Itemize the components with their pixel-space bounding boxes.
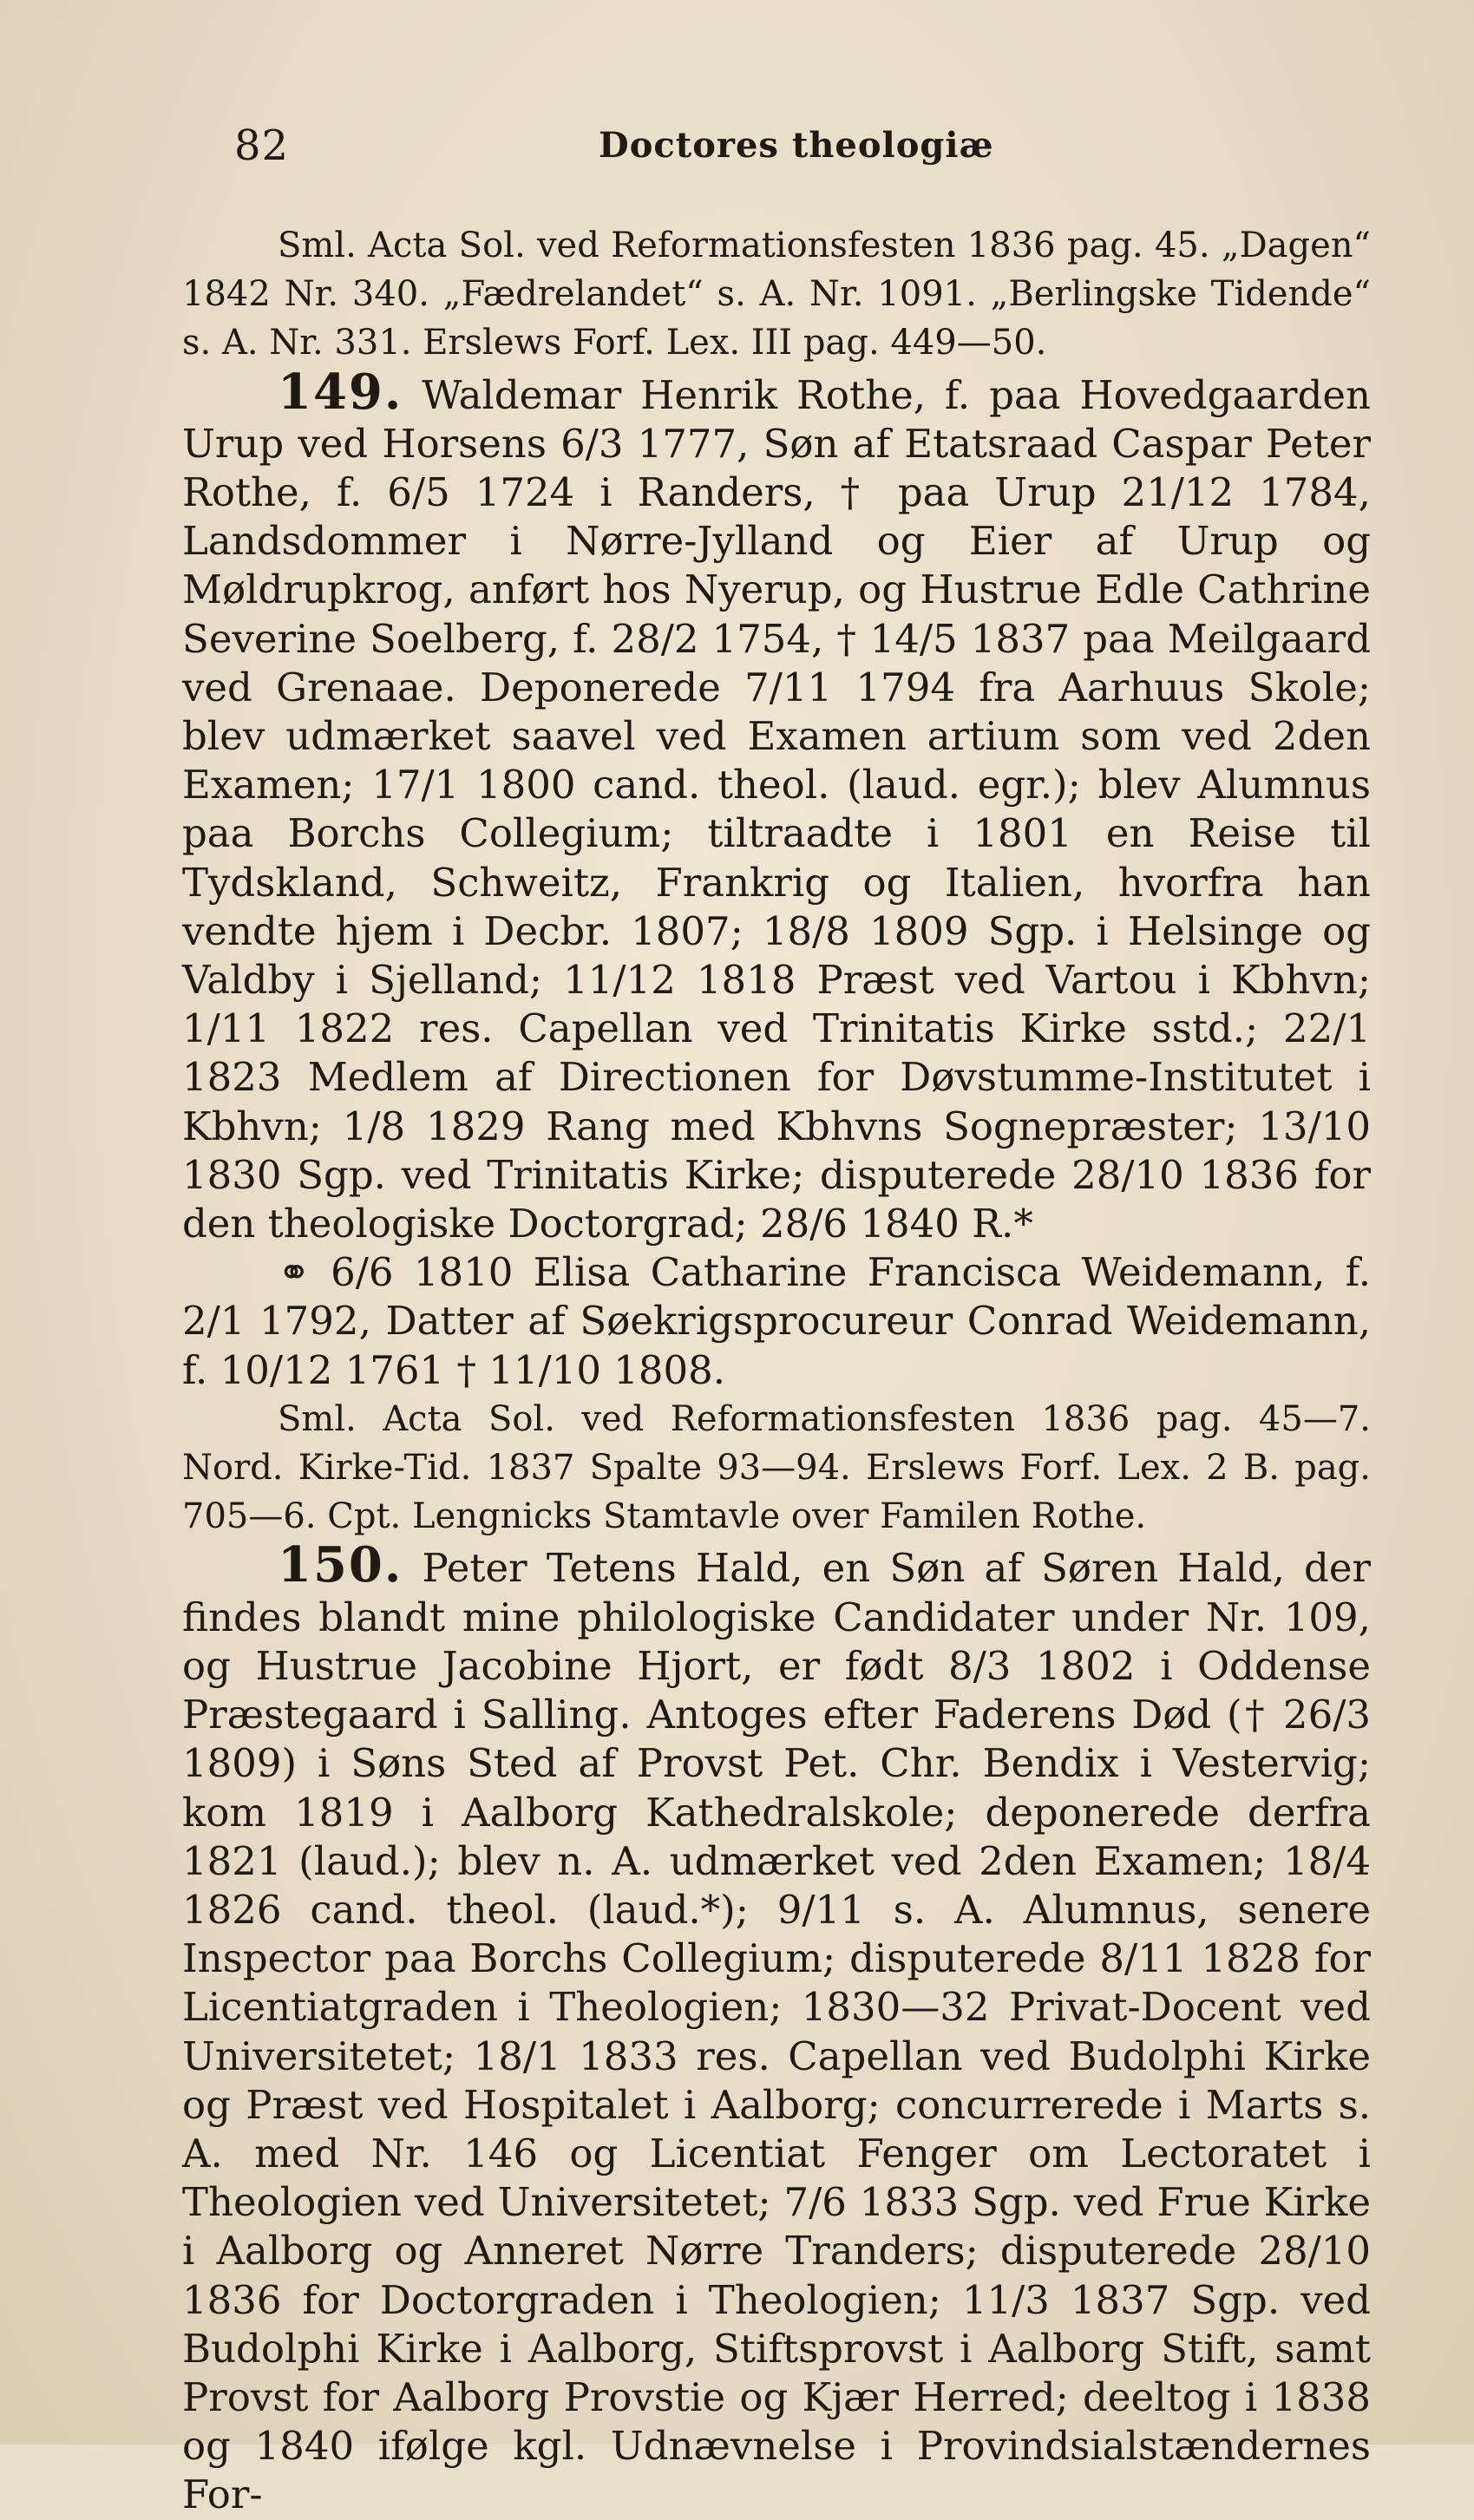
previous-entry-references: Sml. Acta Sol. ved Reformationsfesten 1836 pag. 45. „Dagen“ 1842 Nr. 340. „Fædrelandet“ s. A. Nr. 1091. „Berlingske Tidende“ s. A. Nr. 331. Erslews Forf. Lex. III pag. 449—50. [182, 226, 1371, 363]
body-text [182, 221, 1371, 2520]
page-number: 82 [234, 121, 290, 170]
entry-149-text: Waldemar Henrik Rothe, f. paa Hovedgaarden Urup ved Horsens 6/3 1777, Søn af Etatsraad Caspar Peter Rothe, f. 6/5 1724 i Randers, † paa Urup 21/12 1784, Landsdommer i Nørre-Jylland og Eier af Urup og Møldrupkrog, anført hos Nyerup, og Hustrue Edle Cathrine Severine Soelberg, f. 28/2 1754, † 14/5 1837 paa Meilgaard ved Grenaae. Deponerede 7/11 1794 fra Aarhuus Skole; blev udmærket saavel ved Examen artium som ved 2den Examen; 17/1 1800 cand. theol. (laud. egr.); blev Alumnus paa Borchs Collegium; tiltraadte i 1801 en Reise til Tydskland, Schweitz, Frankrig og Italien, hvorfra han vendte hjem i Decbr. 1807; 18/8 1809 Sgp. i Helsinge og Valdby i Sjelland; 11/12 1818 Præst ved Vartou i Kbhvn; 1/11 1822 res. Capellan ved Trinitatis Kirke sstd.; 22/1 1823 Medlem af Directionen for Døvstumme-Institutet i Kbhvn; 1/8 1829 Rang med Kbhvns Sognepræster; 13/10 1830 Sgp. ved Trinitatis Kirke; disputerede 28/10 1836 for den theologiske Doctorgrad; 28/6 1840 R.* [182, 371, 1371, 1247]
entry-149-number: 149. [278, 363, 403, 421]
running-head: Doctores theologiæ [599, 125, 994, 166]
entry-150 [182, 1536, 1371, 2519]
entry-149-references: Sml. Acta Sol. ved Reformationsfesten 1836 pag. 45—7. Nord. Kirke-Tid. 1837 Spalte 93—94. Erslews Forf. Lex. 2 B. pag. 705—6. Cpt. Lengnicks Stamtavle over Familen Rothe. [182, 1398, 1371, 1537]
entry-150-number: 150. [278, 1536, 403, 1594]
entry-149 [182, 363, 1371, 1249]
entry-149-marriage: ⚭ 6/6 1810 Elisa Catharine Francisca Weidemann, f. 2/1 1792, Datter af Søekrigsprocureur Conrad Weidemann, f. 10/12 1761 † 11/10 1808. [182, 1249, 1371, 1393]
page-header [234, 121, 1379, 173]
entry-150-text: Peter Tetens Hald, en Søn af Søren Hald, der findes blandt mine philologiske Candidater under Nr. 109, og Hustrue Jacobine Hjort, er født 8/3 1802 i Oddense Præstegaard i Salling. Antoges efter Faderens Død († 26/3 1809) i Søns Sted af Provst Pet. Chr. Bendix i Vestervig; kom 1819 i Aalborg Kathedralskole; deponerede derfra 1821 (laud.); blev n. A. udmærket ved 2den Examen; 18/4 1826 cand. theol. (laud.*); 9/11 s. A. Alumnus, senere Inspector paa Borchs Collegium; disputerede 8/11 1828 for Licentiatgraden i Theologien; 1830—32 Privat-Docent ved Universitetet; 18/1 1833 res. Capellan ved Budolphi Kirke og Præst ved Hospitalet i Aalborg; concurrerede i Marts s. A. med Nr. 146 og Licentiat Fenger om Lectoratet i Theologien ved Universitetet; 7/6 1833 Sgp. ved Frue Kirke i Aalborg og Anneret Nørre Tranders; disputerede 28/10 1836 for Doctorgraden i Theologien; 11/3 1837 Sgp. ved Budolphi Kirke i Aalborg, Stiftsprovst i Aalborg Stift, samt Provst for Aalborg Provstie og Kjær Herred; deeltog i 1838 og 1840 ifølge kgl. Udnævnelse i Provindsialstændernes For- [182, 1545, 1371, 2518]
